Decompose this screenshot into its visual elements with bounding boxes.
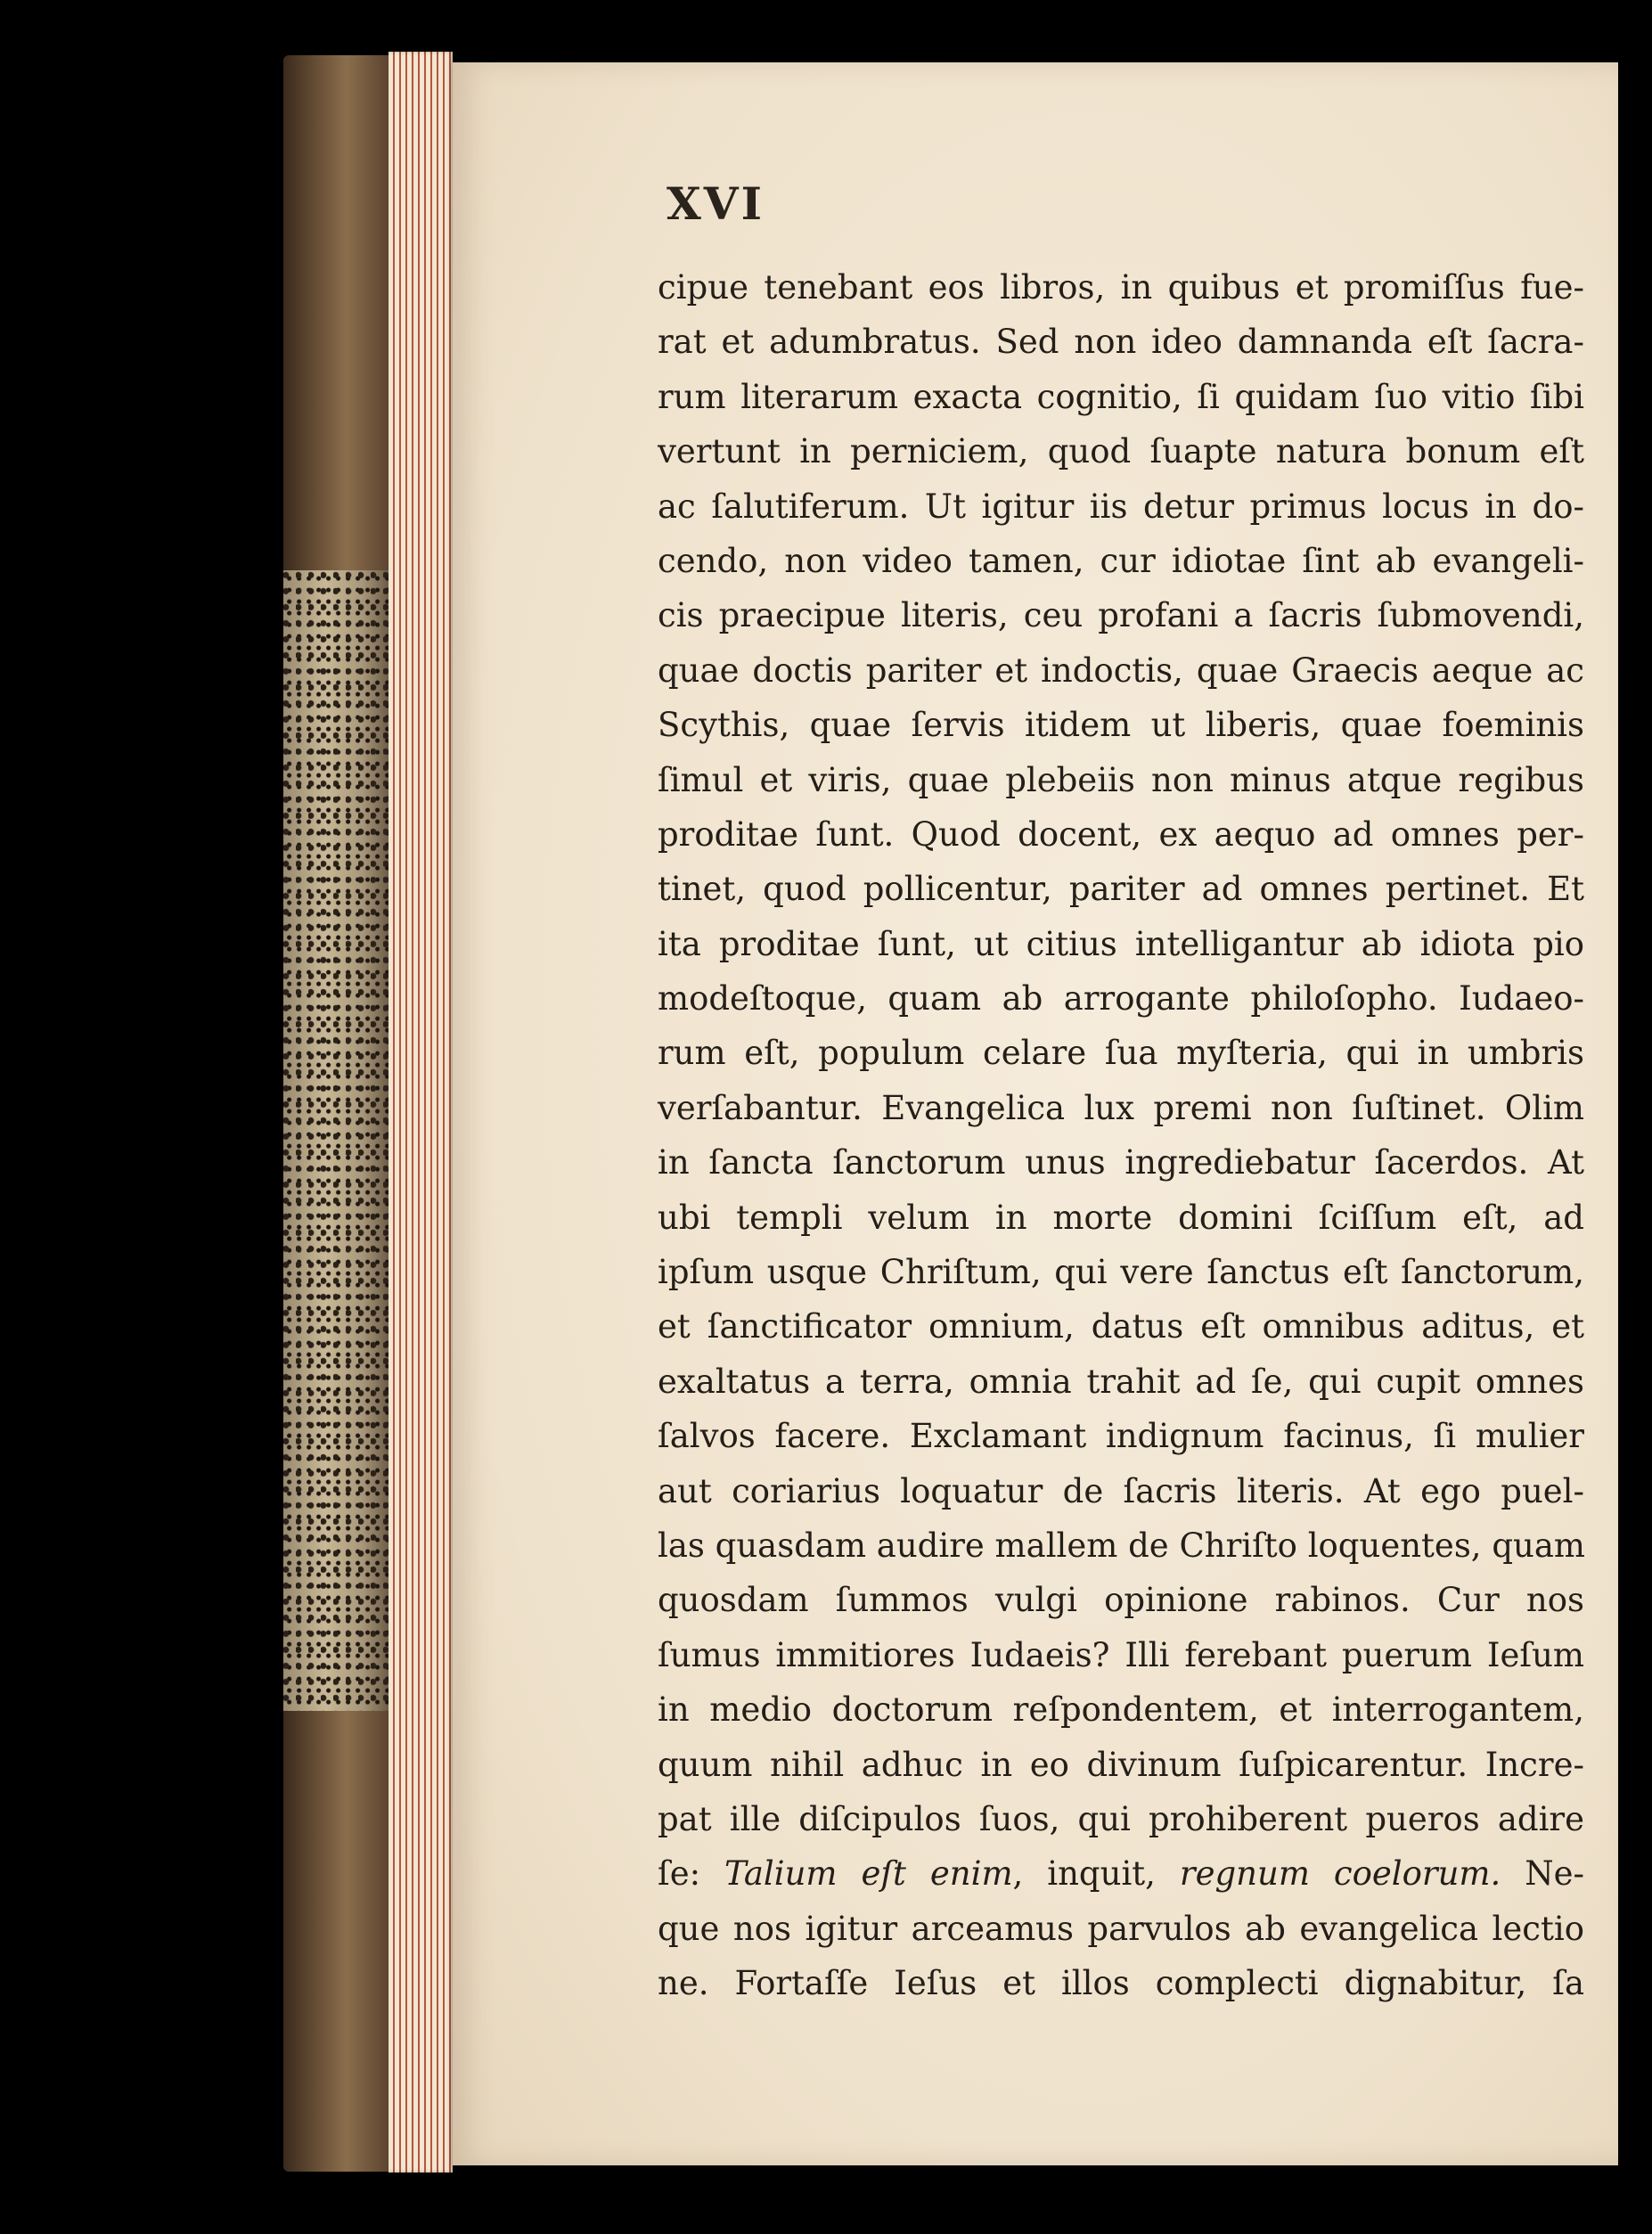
page-edges [388, 52, 453, 2173]
text-line-8: quae doctis pariter et indoctis, quae Graecis aeque ac [658, 651, 1584, 690]
text-line-3: rum literarum exacta cognitio, ſi quidam ſuo vitio ſibi [658, 377, 1584, 416]
text-line-7: cis praecipue literis, ceu profani a ſacris ſubmovendi, [658, 596, 1584, 635]
text-line-22: ſalvos facere. Exclamant indignum facinus, ſi mulier [658, 1417, 1584, 1456]
text-line-21: exaltatus a terra, omnia trahit ad ſe, qui cupit omnes [658, 1362, 1584, 1401]
text-line-10: ſimul et viris, quae plebeiis non minus atque regibus [658, 760, 1584, 799]
text-line-30 [658, 1846, 1584, 1901]
text-line-32: ne. Fortaſſe Ieſus et illos complecti dignabitur, ſa [658, 1964, 1584, 2003]
text-line-26: ſumus immitiores Iudaeis? Illi ferebant puerum Ieſum [658, 1635, 1584, 1674]
text-line-23: aut coriarius loquatur de ſacris literis. At ego puel- [658, 1471, 1584, 1510]
line-30-part-a: ſe: [658, 1854, 725, 1894]
text-line-18: ubi templi velum in morte domini ſciſſum eſt, ad [658, 1198, 1584, 1237]
text-line-20: et ſanctificator omnium, datus eſt omnibus aditus, et [658, 1307, 1584, 1346]
text-line-2: rat et adumbratus. Sed non ideo damnanda eſt ſacra- [658, 323, 1584, 362]
text-line-4: vertunt in perniciem, quod ſuapte natura bonum eſt [658, 432, 1584, 471]
text-line-9: Scythis, quae ſervis itidem ut liberis, quae foeminis [658, 706, 1584, 745]
text-line-24: las quasdam audire mallem de Chriſto loquentes, quam [658, 1526, 1585, 1565]
text-line-16: verſabantur. Evangelica lux premi non ſuſtinet. Olim [658, 1088, 1584, 1127]
line-30-part-c: , inquit, [1012, 1854, 1180, 1894]
line-30-italic-quote-a: Talium eſt enim [724, 1854, 1013, 1894]
text-line-1: cipue tenebant eos libros, in quibus et promiſſus fue- [658, 268, 1584, 307]
text-line-5: ac ſalutiferum. Ut igitur iis detur primus locus in do- [658, 487, 1584, 526]
text-line-14: modeſtoque, quam ab arrogante philoſopho. Iudaeo- [658, 979, 1584, 1019]
line-30-part-e: Ne- [1501, 1854, 1584, 1894]
text-line-11: proditae ſunt. Quod docent, ex aequo ad omnes per- [658, 814, 1584, 854]
text-line-6: cendo, non video tamen, cur idiotae ſint ab evangeli- [658, 541, 1584, 580]
text-line-19: ipſum usque Chriſtum, qui vere ſanctus eſt ſanctorum, [658, 1253, 1584, 1292]
line-30-italic-quote-b: regnum coelorum. [1179, 1854, 1501, 1894]
text-line-25: quosdam ſummos vulgi opinione rabinos. Cur nos [658, 1581, 1584, 1620]
text-line-31: que nos igitur arceamus parvulos ab evangelica lectio [658, 1909, 1584, 1948]
text-line-12: tinet, quod pollicentur, pariter ad omnes pertinet. Et [658, 870, 1584, 909]
text-line-29: pat ille diſcipulos ſuos, qui prohiberent pueros adire [658, 1799, 1584, 1838]
marbled-cover-board [283, 570, 388, 1711]
text-line-15: rum eſt, populum celare ſua myſteria, qui in umbris [658, 1034, 1584, 1073]
text-line-27: in medio doctorum reſpondentem, et interrogantem, [658, 1690, 1584, 1730]
page-number: XVI [667, 177, 765, 230]
body-text [658, 260, 1584, 2011]
text-line-17: in ſancta ſanctorum unus ingrediebatur ſacerdos. At [658, 1143, 1584, 1182]
text-line-28: quum nihil adhuc in eo divinum ſuſpicarentur. Incre- [658, 1745, 1584, 1784]
text-line-13: ita proditae ſunt, ut citius intelligantur ab idiota pio [658, 924, 1584, 963]
